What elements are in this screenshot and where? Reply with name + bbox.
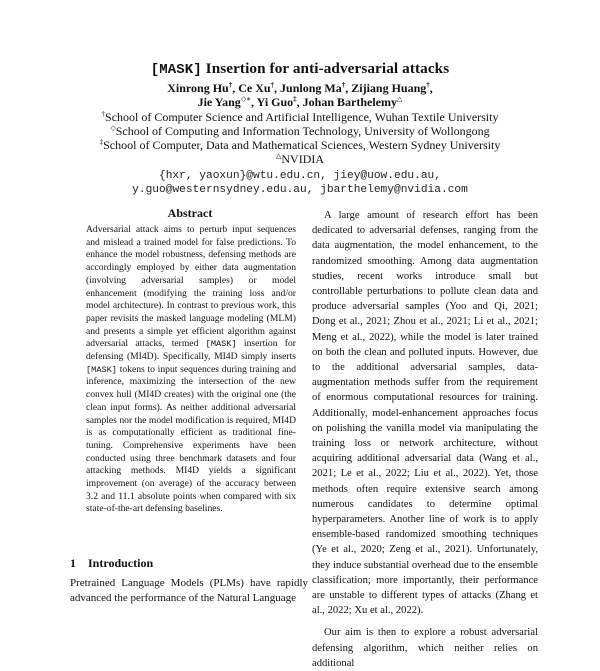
abstract-mask-token: [MASK] [205, 339, 237, 350]
author-mark: † [426, 81, 430, 89]
author-name: Xinrong Hu [167, 81, 229, 95]
author-mark: † [270, 81, 275, 89]
section-title: Introduction [88, 556, 154, 570]
body-paragraph: A large amount of research effort has been dedicated to adversarial defenses, ranging from the data augmentation, the model enhancement, to the randomized smoothing. Among data augmentation studies, recent works introduce small but controllable perturbations to pollute clean data and produce adversarial samples (Yoo and Qi, 2021; Dong et al., 2021; Zhou et al., 2021; Li et al., 2021; Meng et al., 2022), while the model is later trained on both the clean and polluted inputs. However, due to the additional adversarial samples, data-augmentation methods suffer from the requirement of enormous computational resources for training. Additionally, model-enhancement approaches focus on polishing the vanilla model via manipulating the training loss or network architecture, without acquiring additional adversarial data (Wang et al., 2021; Le et al., 2022; Liu et al., 2022). Yet, those methods often require extensive search among numerous candidates to determine optimal hyperparameters. Another line of work is to apply ensemble-based randomized smoothing techniques (Ye et al., 2020; Zeng et al., 2021). Unfortunately, they induce substantial overhead due to the ensemble classification; more importantly, their performance are unstable to different types of attacks (Zhang et al., 2022; Xu et al., 2022). [312, 210, 538, 617]
author-mark: † [228, 81, 233, 89]
abstract-text: Adversarial attack aims to perturb input sequences and mislead a trained model for false predictions. To enhance the model robustness, defensing methods are accordingly employed by either data augmentation (involving adversarial samples) or model enhancement (modifying the training loss and/or model architecture). In contrast to previous work, this paper revisits the masked language modeling (MLM) and presents a simple yet efficient algorithm against adversarial attacks, termed [86, 224, 296, 350]
abstract-mask-token: [MASK] [86, 364, 117, 375]
author-mark: † [341, 81, 346, 89]
author-mark: △ [397, 95, 403, 103]
author-name: Zijiang Huang [351, 81, 427, 95]
affiliation-mark: △ [275, 152, 282, 160]
affiliation-text: School of Computing and Information Technology, University of Wollongong [115, 124, 490, 138]
affiliation-text: School of Computer, Data and Mathematical Sciences, Western Sydney University [103, 138, 501, 152]
introduction-text: Pretrained Language Models (PLMs) have rapidly advanced the performance of the Natural Language [70, 577, 308, 604]
affiliation [0, 152, 600, 167]
section-heading-introduction [70, 556, 153, 571]
affiliation [0, 124, 600, 139]
author-mark: ◇∗ [240, 95, 252, 103]
affiliation-text: NVIDIA [281, 152, 325, 166]
abstract-heading: Abstract [167, 206, 213, 220]
abstract-text: insertion for defensing (MI4D). Specifically, MI4D simply inserts [86, 338, 296, 363]
affiliation [0, 138, 600, 153]
author-name: Yi Guo [256, 95, 294, 109]
author-mark: ‡ [293, 95, 297, 103]
author-name: Jie Yang [197, 95, 241, 109]
authors-line-1: Xinrong Hu†, Ce Xu†, Junlong Ma†, Zijiang Huang†, [167, 81, 433, 95]
affiliation-mark: ‡ [99, 138, 104, 146]
right-column [312, 208, 538, 671]
section-number: 1 [70, 556, 76, 570]
author-name: Johan Barthelemy [302, 95, 398, 109]
author-emails-line-1: {hxr, yaoxun}@wtu.edu.cn, jiey@uow.edu.au, [159, 170, 441, 182]
abstract-body [86, 224, 296, 516]
author-name: Ce Xu [238, 81, 271, 95]
author-name: Junlong Ma [280, 81, 342, 95]
affiliation-mark: ◇ [110, 124, 116, 132]
title-mask-token: [MASK] [150, 62, 202, 78]
affiliation-mark: † [101, 110, 106, 118]
body-paragraph: Our aim is then to explore a robust adversarial defensing algorithm, which neither relies on additional [312, 627, 538, 669]
abstract-text: tokens to input sequences during training and inference, maximizing the intersection of the new convex hull (MI4D creates) with the original one (the clean input forms). As neither additional adversarial samples nor the model modification is required, MI4D is as computationally efficient as traditional fine-tuning. Comprehensive experiments have been conducted using three benchmark datasets and four attacking methods. MI4D yields a significant improvement (on average) of the accuracy between 3.2 and 11.1 absolute points when compared with six state-of-the-art defensing baselines. [86, 363, 296, 515]
affiliation-text: School of Computer Science and Artificial Intelligence, Wuhan Textile University [105, 110, 499, 124]
author-emails-line-2: y.guo@westernsydney.edu.au, jbarthelemy@nvidia.com [132, 184, 468, 196]
affiliation [0, 110, 600, 125]
authors-line-2: Jie Yang◇∗, Yi Guo‡, Johan Barthelemy△ [197, 95, 403, 109]
paper-title [0, 60, 600, 78]
title-text: Insertion for anti-adversarial attacks [201, 60, 450, 77]
